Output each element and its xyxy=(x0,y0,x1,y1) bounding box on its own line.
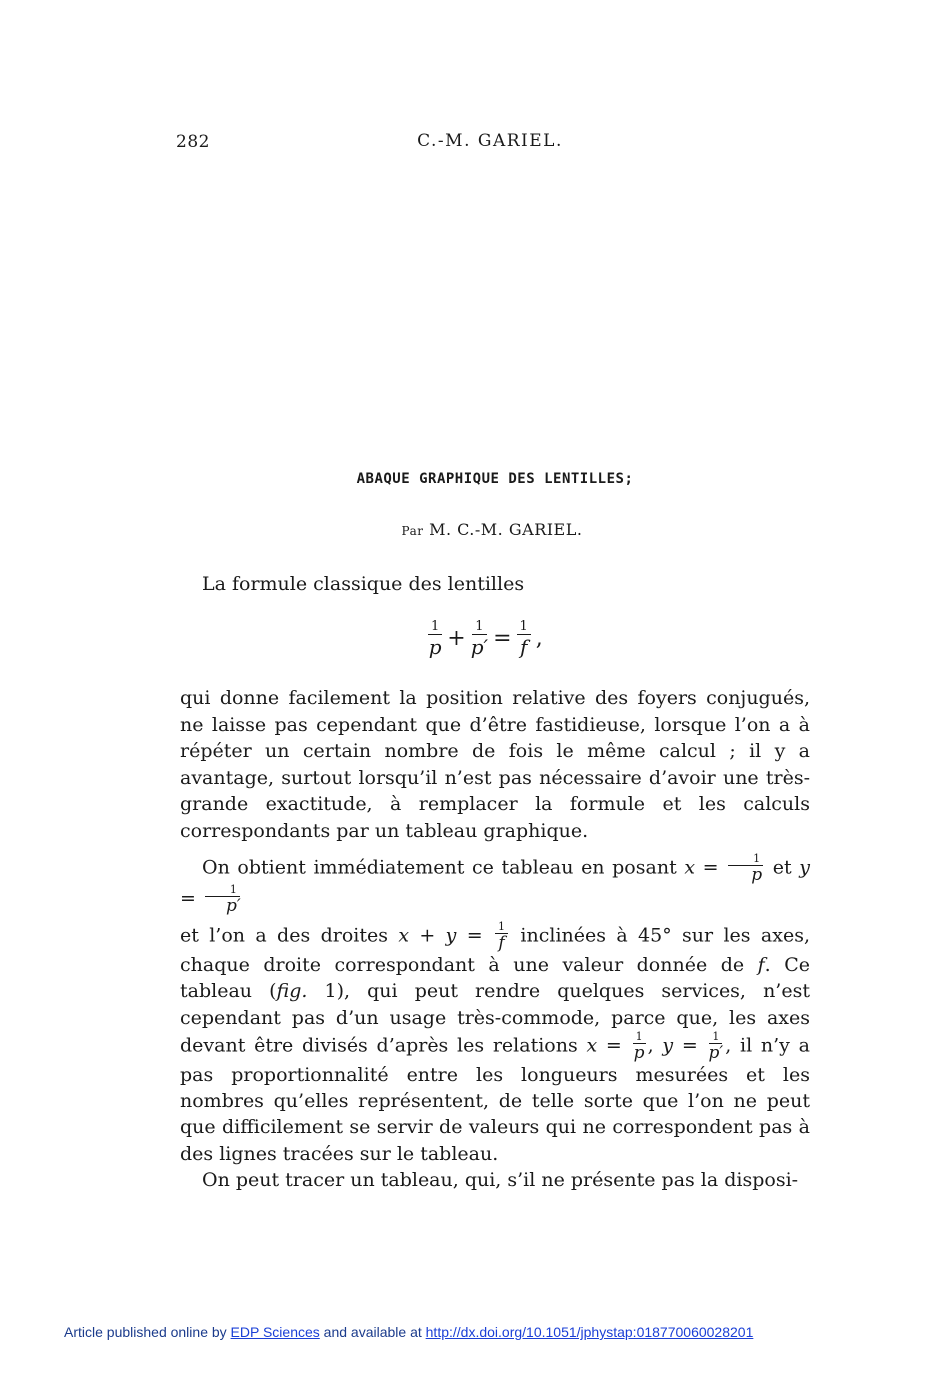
p2-line2-d: ), qui peut rendre quelques services, n’est cependant pas d’un usage très-commode, parce que, les axes devant être divisés d’après les relations xyxy=(180,980,810,1057)
denominator: p′ xyxy=(225,896,241,916)
footer-middle: and available at xyxy=(323,1324,422,1340)
p2-et: et xyxy=(772,856,792,879)
p2-line2-b: inclinées à 45° sur les axes, chaque droite correspondant à une valeur donnée de xyxy=(180,924,810,976)
p2-fig-num: 1 xyxy=(324,980,337,1003)
p2-line2-e: , il n’y a pas proportionnalité entre les longueurs mesurées et les nombres qu’elles représentent, de telle sorte que l’on ne peut que difficilement se servir de valeurs qui ne correspondent pas à des lignes tracées sur le tableau. xyxy=(180,1034,810,1165)
p2-xy-eq: x + y = xyxy=(398,924,483,947)
paragraph-2-line-1 xyxy=(180,853,810,915)
paragraph-3: On peut tracer un tableau, qui, s’il ne présente pas la disposi- xyxy=(202,1169,799,1192)
p2-x-eq: x = xyxy=(684,856,719,879)
intro-text: La formule classique des lentilles xyxy=(202,573,525,595)
denominator: p xyxy=(633,1042,645,1063)
numerator: 1 xyxy=(517,620,531,635)
numerator: 1 xyxy=(472,620,486,635)
fraction-1-over-p xyxy=(428,620,442,657)
p2-frac-1-p-2 xyxy=(633,1031,646,1062)
fraction-1-over-p-prime xyxy=(471,620,488,657)
running-head: C.-M. GARIEL. xyxy=(417,131,563,151)
paragraph-1: qui donne facilement la position relative des foyers conjugués, ne laisse pas cependant que d’être fastidieuse, lorsque l’on a à répéter un certain nombre de fois le même calcul ; il y a avantage, surtout lorsqu’il n’est pas nécessaire d’avoir une très-grande exactitude, à remplacer la formule et les calculs correspondants par un tableau graphique. xyxy=(180,687,810,842)
p2-frac-1-pp xyxy=(204,884,241,915)
denominator: f xyxy=(519,635,528,659)
denominator: p xyxy=(428,635,442,659)
intro-line xyxy=(180,571,810,598)
article-title: ABAQUE GRAPHIQUE DES LENTILLES; xyxy=(356,471,634,487)
equals-sign: = xyxy=(493,626,512,651)
denominator: p′ xyxy=(708,1042,724,1063)
numerator: 1 xyxy=(633,1031,646,1044)
p2-line2-a: et l’on a des droites xyxy=(180,924,388,947)
p2-frac-1-p xyxy=(728,853,763,884)
numerator: 1 xyxy=(495,921,508,934)
numerator: 1 xyxy=(205,884,240,897)
byline-par: Par xyxy=(401,524,424,538)
numerator: 1 xyxy=(728,853,763,866)
p2-y-eq-2: y = xyxy=(662,1034,698,1057)
lens-formula xyxy=(428,620,543,657)
p2-comma: , xyxy=(647,1034,654,1057)
paragraph-2-body xyxy=(180,921,810,1167)
p2-f: f xyxy=(757,954,765,976)
page-number: 282 xyxy=(176,132,210,152)
publisher-link[interactable]: EDP Sciences xyxy=(230,1324,320,1340)
p2-frac-1-f xyxy=(495,921,508,952)
numerator: 1 xyxy=(428,620,442,635)
p2-line2-c: . Ce tableau ( xyxy=(180,954,810,1003)
byline xyxy=(0,520,930,539)
fraction-1-over-f xyxy=(517,620,531,657)
denominator: p′ xyxy=(470,635,489,659)
p2-start: On obtient immédiatement ce tableau en posant xyxy=(202,856,677,879)
numerator: 1 xyxy=(709,1031,722,1044)
footer-prefix: Article published online by xyxy=(64,1324,227,1340)
plus-sign: + xyxy=(447,626,466,651)
footer-notice xyxy=(64,1324,753,1340)
p2-y-eq: y = xyxy=(180,856,811,910)
doi-link[interactable]: http://dx.doi.org/10.1051/jphystap:018770060028201 xyxy=(425,1324,754,1340)
denominator: f xyxy=(498,933,505,953)
p2-x-eq-2: x = xyxy=(586,1034,622,1057)
paragraph-2 xyxy=(180,853,810,1193)
p2-frac-1-pp-2 xyxy=(708,1031,723,1062)
byline-author: M. C.-M. GARIEL. xyxy=(429,520,583,539)
formula-comma: , xyxy=(535,626,543,651)
denominator: p xyxy=(751,865,763,885)
p2-fig: fig. xyxy=(276,980,308,1003)
